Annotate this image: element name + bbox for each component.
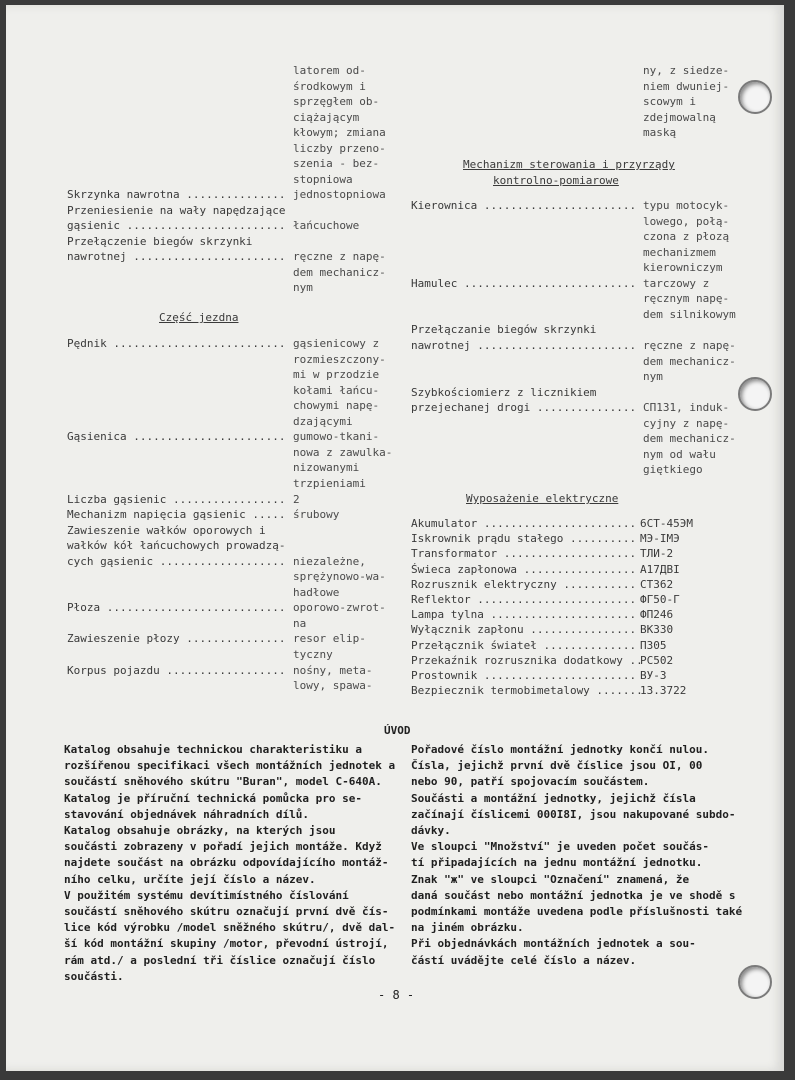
uvod-paragraph-line: částí uvádějte celé číslo a název. bbox=[411, 953, 637, 967]
spec-value: latorem od- bbox=[293, 64, 366, 77]
spec-label: Prostownik ....................... bbox=[411, 669, 637, 682]
spec-value: kołami łańcu- bbox=[293, 383, 380, 397]
uvod-paragraph-line: podmínkami montáže uvedena podle příslušnosti také bbox=[411, 905, 743, 918]
spec-value: МЭ-IМЭ bbox=[640, 532, 680, 546]
spec-label: Reflektor ........................ bbox=[411, 593, 637, 606]
spec-label: Gąsienica ....................... bbox=[67, 430, 286, 444]
uvod-paragraph-line: najdete součást na obrázku odpovídajícího montáž- bbox=[64, 856, 389, 870]
spec-value: nowa z zawulka- bbox=[293, 445, 393, 459]
spec-label: Przełączanie biegów skrzynki bbox=[411, 323, 597, 337]
spec-value: trzpieniami bbox=[293, 476, 366, 490]
spec-label: Skrzynka nawrotna ............... bbox=[67, 188, 286, 201]
uvod-paragraph-line: Znak "ж" ve sloupci "Označení" znamená, že bbox=[411, 872, 690, 886]
spec-value: gąsienicowy z bbox=[293, 337, 380, 350]
spec-value: ciążającym bbox=[293, 110, 360, 124]
spec-value: zdejmowalną bbox=[643, 110, 716, 124]
spec-value: ТЛИ-2 bbox=[640, 547, 674, 561]
uvod-paragraph-line: součásti. bbox=[64, 969, 124, 983]
spec-label: Pędnik .......................... bbox=[67, 337, 286, 350]
uvod-paragraph-line: rozšířenou specifikaci všech montážních jednotek a bbox=[64, 759, 396, 773]
spec-label: Przeniesienie na wały napędzające bbox=[67, 203, 286, 217]
spec-value: sprężynowo-wa- bbox=[293, 570, 386, 584]
uvod-paragraph-line: součástí sněhového skútru označují první dvě čís- bbox=[64, 905, 389, 918]
spec-value: śrubowy bbox=[293, 508, 340, 522]
binder-hole bbox=[738, 80, 772, 114]
spec-value: gumowo-tkani- bbox=[293, 430, 380, 444]
spec-value: jednostopniowa bbox=[293, 188, 386, 201]
spec-value: nym bbox=[293, 281, 313, 295]
spec-value: cyjny z napę- bbox=[643, 416, 730, 430]
spec-label: Przekaźnik rozrusznika dodatkowy .. bbox=[411, 653, 643, 667]
spec-value: niem dwuniej- bbox=[643, 79, 730, 93]
spec-value: ФП246 bbox=[640, 608, 674, 622]
uvod-paragraph-line: ního celku, určíte její číslo a název. bbox=[64, 872, 316, 886]
spec-value: mi w przodzie bbox=[293, 368, 380, 382]
uvod-paragraph-line: na jiném obrázku. bbox=[411, 921, 524, 935]
spec-value: maską bbox=[643, 126, 677, 140]
uvod-paragraph-line: V použitém systému devítimístného číslování bbox=[64, 888, 349, 902]
spec-label: Korpus pojazdu .................. bbox=[67, 663, 286, 677]
uvod-paragraph-line: Čísla, jejichž první dvě číslice jsou OI, 00 bbox=[411, 759, 703, 773]
spec-label: Hamulec .......................... bbox=[411, 276, 637, 290]
uvod-paragraph-line: Při objednávkách montážních jednotek a sou- bbox=[411, 937, 696, 951]
spec-label: Transformator .................... bbox=[411, 547, 637, 561]
spec-label: Iskrownik prądu stałego .......... bbox=[411, 532, 637, 546]
page-number: - 8 - bbox=[378, 988, 415, 1002]
spec-value: środkowym i bbox=[293, 79, 366, 93]
spec-value: 6СТ-45ЭМ bbox=[640, 517, 693, 530]
uvod-paragraph-line: Katalog obsahuje obrázky, na kterých jsou bbox=[64, 824, 336, 837]
spec-value: chowymi napę- bbox=[293, 399, 380, 413]
spec-label: Rozrusznik elektryczny ........... bbox=[411, 577, 637, 591]
spec-label: wałków kół łańcuchowych prowadzą- bbox=[67, 539, 286, 553]
spec-value: ręczne z napę- bbox=[643, 338, 736, 352]
spec-label: Świeca zapłonowa ................. bbox=[411, 562, 637, 576]
spec-value: kłowym; zmiana bbox=[293, 126, 386, 140]
spec-value: А17ДВI bbox=[640, 562, 680, 576]
binder-hole bbox=[738, 377, 772, 411]
spec-label: gąsienic ........................ bbox=[67, 219, 286, 233]
uvod-paragraph-line: Katalog je příruční technická pomůcka pro se- bbox=[64, 791, 363, 805]
spec-label: cych gąsienic ................... bbox=[67, 554, 286, 568]
spec-value: ВК330 bbox=[640, 623, 674, 637]
uvod-paragraph-line: tí připadajících na jednu montážní jednotku. bbox=[411, 856, 703, 870]
spec-value: stopniowa bbox=[293, 172, 353, 186]
spec-label: Lampa tylna ...................... bbox=[411, 608, 637, 622]
catalog-page bbox=[6, 5, 784, 1071]
spec-value: dem mechanicz- bbox=[293, 265, 386, 279]
spec-value: nośny, meta- bbox=[293, 663, 373, 677]
spec-value: oporowo-zwrot- bbox=[293, 601, 386, 615]
spec-label: przejechanej drogi ............... bbox=[411, 401, 637, 415]
spec-value: ФГ50-Г bbox=[640, 593, 680, 606]
spec-value: dzającymi bbox=[293, 414, 353, 428]
spec-label: Bezpiecznik termobimetalowy ....... bbox=[411, 684, 643, 698]
spec-value: kierowniczym bbox=[643, 261, 723, 275]
binder-hole bbox=[738, 965, 772, 999]
spec-label: nawrotnej ........................ bbox=[411, 338, 637, 352]
spec-value: СП131, induk- bbox=[643, 401, 730, 415]
spec-value: ręczne z napę- bbox=[293, 250, 386, 264]
spec-value: typu motocyk- bbox=[643, 199, 730, 212]
section-heading-steering: kontrolno-pomiarowe bbox=[493, 174, 619, 187]
spec-value: resor elip- bbox=[293, 632, 366, 646]
uvod-paragraph-line: lice kód výrobku /model sněžného skútru/, dvě dal- bbox=[64, 921, 396, 935]
section-heading-chassis: Część jezdna bbox=[159, 311, 239, 324]
spec-label: Przełącznik świateł .............. bbox=[411, 638, 637, 652]
uvod-paragraph-line: rám atd./ a poslední tři číslice označují číslo bbox=[64, 953, 376, 967]
uvod-paragraph-line: Ve sloupci "Množství" je uveden počet součás- bbox=[411, 840, 710, 854]
spec-value: dem silnikowym bbox=[643, 307, 736, 321]
spec-value: ny, z siedze- bbox=[643, 64, 730, 77]
spec-label: Wyłącznik zapłonu ................ bbox=[411, 623, 637, 637]
spec-label: Płoza ........................... bbox=[67, 601, 286, 615]
spec-value: 13.3722 bbox=[640, 684, 687, 698]
spec-label: Przełączenie biegów skrzynki bbox=[67, 234, 253, 248]
spec-value: ВУ-3 bbox=[640, 669, 667, 682]
spec-value: liczby przeno- bbox=[293, 141, 386, 155]
spec-value: mechanizmem bbox=[643, 245, 716, 259]
spec-value: tyczny bbox=[293, 648, 333, 661]
spec-value: giętkiego bbox=[643, 463, 703, 477]
uvod-paragraph-line: nebo 90, patří spojovacím součástem. bbox=[411, 775, 650, 789]
spec-value: rozmieszczony- bbox=[293, 352, 386, 366]
spec-value: dem mechanicz- bbox=[643, 354, 736, 368]
spec-value: СТ362 bbox=[640, 577, 674, 591]
spec-label: Liczba gąsienic ................. bbox=[67, 492, 286, 506]
spec-value: niezależne, bbox=[293, 554, 366, 568]
spec-value: nizowanymi bbox=[293, 461, 360, 475]
spec-value: tarczowy z bbox=[643, 276, 710, 290]
spec-value: П305 bbox=[640, 638, 667, 652]
uvod-paragraph-line: součásti zobrazeny v pořadí jejich montáže. Když bbox=[64, 840, 382, 854]
spec-value: 2 bbox=[293, 492, 300, 506]
spec-value: lowy, spawa- bbox=[293, 679, 373, 693]
uvod-paragraph-line: Součásti a montážní jednotky, jejichž čísla bbox=[411, 791, 696, 805]
spec-value: РС502 bbox=[640, 653, 674, 667]
spec-value: sprzęgłem ob- bbox=[293, 95, 380, 109]
spec-label: Zawieszenie wałków oporowych i bbox=[67, 523, 266, 537]
spec-label: Mechanizm napięcia gąsienic ..... bbox=[67, 508, 286, 522]
uvod-title: ÚVOD bbox=[384, 724, 411, 737]
spec-value: hadłowe bbox=[293, 585, 340, 599]
spec-label: nawrotnej ....................... bbox=[67, 250, 286, 264]
spec-value: scowym i bbox=[643, 95, 696, 109]
uvod-paragraph-line: začínají číslicemi 000I8I, jsou nakupované subdo- bbox=[411, 807, 736, 821]
uvod-paragraph-line: součástí sněhového skútru "Buran", model C-640A. bbox=[64, 775, 382, 789]
uvod-paragraph-line: dávky. bbox=[411, 824, 451, 837]
spec-value: szenia - bez- bbox=[293, 157, 380, 171]
uvod-paragraph-line: Pořadové číslo montážní jednotky končí nulou. bbox=[411, 743, 710, 756]
section-heading-steering: Mechanizm sterowania i przyrządy bbox=[463, 158, 675, 171]
spec-label: Szybkościomierz z licznikiem bbox=[411, 385, 597, 399]
spec-label: Akumulator ....................... bbox=[411, 517, 637, 530]
uvod-paragraph-line: Katalog obsahuje technickou charakteristiku a bbox=[64, 743, 363, 756]
spec-value: czona z płozą bbox=[643, 230, 730, 244]
spec-value: łańcuchowe bbox=[293, 219, 360, 233]
spec-value: lowego, połą- bbox=[643, 214, 730, 228]
section-heading-electrical: Wyposażenie elektryczne bbox=[466, 492, 619, 505]
spec-label: Zawieszenie płozy ............... bbox=[67, 632, 286, 646]
spec-value: ręcznym napę- bbox=[643, 292, 730, 306]
spec-value: dem mechanicz- bbox=[643, 432, 736, 446]
spec-value: na bbox=[293, 616, 307, 630]
spec-label: Kierownica ....................... bbox=[411, 199, 637, 212]
spec-value: nym bbox=[643, 370, 663, 384]
uvod-paragraph-line: stavování objednávek náhradních dílů. bbox=[64, 807, 310, 821]
uvod-paragraph-line: ší kód montážní skupiny /motor, převodní ústrojí, bbox=[64, 937, 389, 951]
uvod-paragraph-line: daná součást nebo montážní jednotka je ve shodě s bbox=[411, 888, 736, 902]
spec-value: nym od wału bbox=[643, 447, 716, 461]
